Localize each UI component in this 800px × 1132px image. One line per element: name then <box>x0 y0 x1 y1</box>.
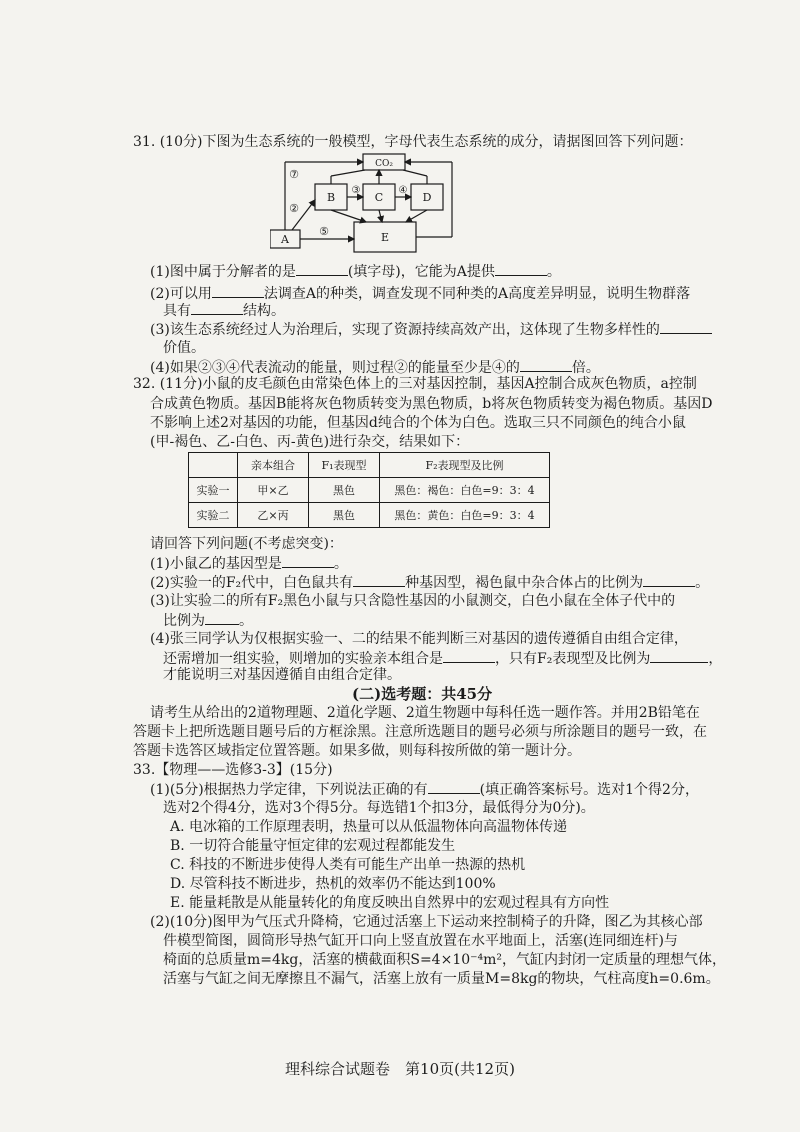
answer-blank[interactable] <box>650 649 708 663</box>
answer-blank[interactable] <box>212 284 264 298</box>
q31-sub4: (4)如果②③④代表流动的能量，则过程②的能量至少是④的 倍。 <box>150 360 600 376</box>
node-a-label: A <box>281 233 289 246</box>
answer-blank[interactable] <box>296 262 348 276</box>
answer-blank[interactable] <box>282 554 334 568</box>
table-cell: 黑色：黄色：白色=9：3：4 <box>380 503 550 528</box>
table-cell: 实验一 <box>189 478 238 503</box>
q33-part2-3: 椅面的总质量m=4kg，活塞的横截面积S=4×10⁻⁴m²，气缸内封闭一定质量的理想气体， <box>163 952 727 968</box>
q33-option-c: C. 科技的不断进步使得人类有可能生产出单一热源的热机 <box>170 857 526 873</box>
q31-sub3-cont: 价值。 <box>163 340 205 356</box>
q32-sub3-cont: 比例为 。 <box>163 613 253 629</box>
q31-sub2-cont: 具有 结构。 <box>163 303 285 319</box>
q32-sub4-cont: 还需增加一组实验，则增加的实验亲本组合是 ，只有F₂表现型及比例为 ， <box>163 651 723 667</box>
cross-results-table <box>188 452 550 528</box>
answer-blank[interactable] <box>191 301 243 315</box>
table-cell: 黑色：褐色：白色=9：3：4 <box>380 478 550 503</box>
marker-3: ③ <box>351 185 361 196</box>
answer-blank[interactable] <box>660 320 712 334</box>
q31-sub2: (2)可以用 法调查A的种类，调查发现不同种类的A高度差异明显，说明生物群落 <box>150 286 691 302</box>
q33-part1-cont: 选对2个得4分，选对3个得5分。每选错1个扣3分，最低得分为0分)。 <box>163 800 595 816</box>
section-instructions-3: 答题卡选答区域指定位置答题。如果多做，则每科按所做的第一题计分。 <box>133 743 581 759</box>
section-instructions-2: 答题卡上把所选题目题号后的方框涂黑。注意所选题目的题号必须与所涂题目的题号一致，在 <box>133 724 707 740</box>
q31-sub1: (1)图中属于分解者的是 (填字母)，它能为A提供 。 <box>150 264 561 280</box>
q33-option-e: E. 能量耗散是从能量转化的角度反映出自然界中的宏观过程具有方向性 <box>170 895 610 911</box>
q32-sub3: (3)让实验二的所有F₂黑色小鼠与只含隐性基因的小鼠测交，白色小鼠在全体子代中的 <box>150 593 676 609</box>
marker-4: ④ <box>398 185 408 196</box>
table-header-row <box>189 453 550 478</box>
marker-7: ⑦ <box>289 168 299 181</box>
table-cell: 甲×乙 <box>238 478 309 503</box>
q32-sub2: (2)实验一的F₂代中，白色鼠共有 种基因型，褐色鼠中杂合体占的比例为 。 <box>150 575 710 591</box>
page-footer: 理科综合试题卷 第10页(共12页) <box>285 1060 515 1078</box>
q33-part2-4: 活塞与气缸之间无摩擦且不漏气，活塞上放有一质量M=8kg的物块，气柱高度h=0.6m。 <box>163 971 720 987</box>
answer-blank[interactable] <box>443 649 495 663</box>
table-header: 亲本组合 <box>238 453 309 478</box>
table-row <box>189 503 550 528</box>
q32-stem-3: 不影响上述2对基因的功能，但基因d纯合的个体为白色。选取三只不同颜色的纯合小鼠 <box>150 415 686 431</box>
node-d-label: D <box>422 191 432 204</box>
table-header: F₂表现型及比例 <box>380 453 550 478</box>
ecosystem-diagram <box>270 150 460 260</box>
q31-sub3: (3)该生态系统经过人为治理后，实现了资源持续高效产出，这体现了生物多样性的 <box>150 320 712 339</box>
q32-stem-1: 32. (11分)小鼠的皮毛颜色由常染色体上的三对基因控制，基因A控制合成灰色物质，a控制 <box>133 376 697 392</box>
table-cell: 乙×丙 <box>238 503 309 528</box>
table-row <box>189 478 550 503</box>
q32-ask: 请回答下列问题(不考虑突变)： <box>150 536 343 552</box>
table-header: F₁表现型 <box>309 453 380 478</box>
node-e-label: E <box>380 231 390 244</box>
answer-blank[interactable] <box>643 573 695 587</box>
node-b-label: B <box>326 191 336 204</box>
q32-sub4-end: 才能说明三对基因遵循自由组合定律。 <box>163 667 401 683</box>
answer-blank[interactable] <box>428 780 480 794</box>
section-title: (二)选考题：共45分 <box>352 685 493 703</box>
table-cell: 黑色 <box>309 478 380 503</box>
node-c-label: C <box>374 191 384 204</box>
answer-blank[interactable] <box>353 573 405 587</box>
answer-blank[interactable] <box>520 358 572 372</box>
q33-head: 33.【物理——选修3-3】(15分) <box>133 762 333 778</box>
co2-label: CO₂ <box>375 159 393 169</box>
q31-stem: 31. (10分)下图为生态系统的一般模型，字母代表生态系统的成分，请据图回答下列问题： <box>133 134 693 150</box>
q32-sub4: (4)张三同学认为仅根据实验一、二的结果不能判断三对基因的遗传遵循自由组合定律， <box>150 631 688 647</box>
q33-part2-2: 件模型简图，圆筒形导热气缸开口向上竖直放置在水平地面上，活塞(连同细连杆)与 <box>163 933 678 949</box>
q33-option-b: B. 一切符合能量守恒定律的宏观过程都能发生 <box>170 838 456 854</box>
q33-option-d: D. 尽管科技不断进步，热机的效率仍不能达到100% <box>170 876 496 892</box>
q32-stem-4: (甲-褐色、乙-白色、丙-黄色)进行杂交，结果如下： <box>150 434 470 450</box>
q33-part2-1: (2)(10分)图甲为气压式升降椅，它通过活塞上下运动来控制椅子的升降，图乙为其核心部 <box>150 914 703 930</box>
section-instructions-1: 请考生从给出的2道物理题、2道化学题、2道生物题中每科任选一题作答。并用2B铅笔在 <box>150 705 700 721</box>
marker-2: ② <box>289 202 299 215</box>
answer-blank[interactable] <box>205 611 239 625</box>
q33-option-a: A. 电冰箱的工作原理表明，热量可以从低温物体向高温物体传递 <box>170 819 568 835</box>
answer-blank[interactable] <box>495 262 547 276</box>
table-cell: 实验二 <box>189 503 238 528</box>
q32-sub1: (1)小鼠乙的基因型是 。 <box>150 556 348 572</box>
q32-stem-2: 合成黄色物质。基因B能将灰色物质转变为黑色物质，b将灰色物质转变为褐色物质。基因D <box>150 396 713 412</box>
table-cell: 黑色 <box>309 503 380 528</box>
table-header <box>189 453 238 478</box>
q33-part1: (1)(5分)根据热力学定律，下列说法正确的有 (填正确答案标号。选对1个得2分， <box>150 782 699 798</box>
marker-5: ⑤ <box>319 225 329 238</box>
